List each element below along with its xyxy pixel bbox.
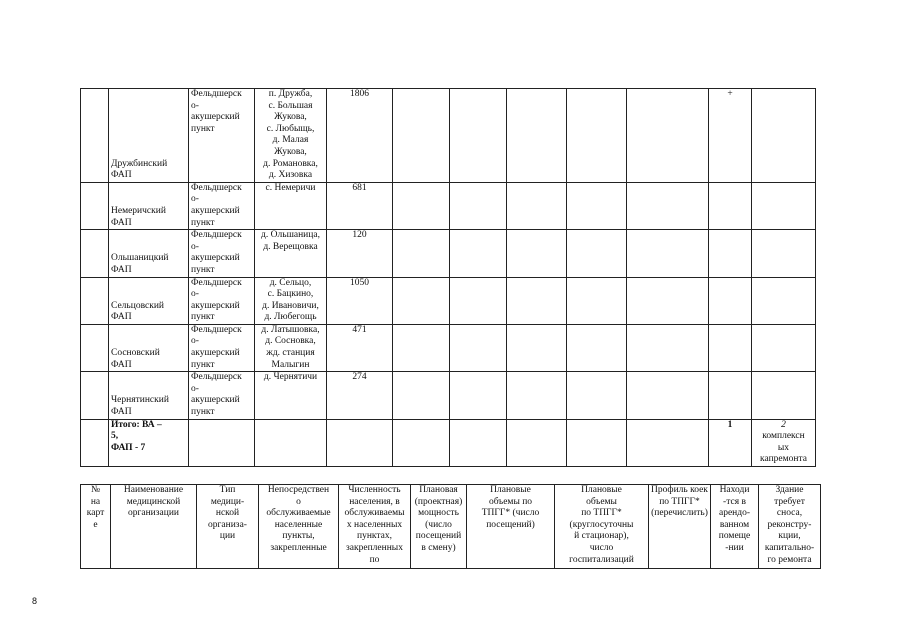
capacity-cell [393, 182, 450, 229]
header-table [80, 484, 821, 569]
planned-visits-cell [450, 230, 507, 277]
column-header-cell: Профиль коек по ТПГГ* (перечислить) [649, 485, 711, 569]
row-number-cell [81, 324, 109, 371]
facility-type-cell: Фельдшерск о- акушерский пункт [189, 277, 255, 324]
planned-visits-cell [450, 277, 507, 324]
empty-cell [393, 419, 450, 466]
capacity-cell [393, 277, 450, 324]
empty-cell [255, 419, 327, 466]
total-rented-count: 1 [709, 419, 752, 466]
building-cell [752, 230, 816, 277]
served-places-cell: д. Латышовка, д. Сосновка, жд. станция Малыгин [255, 324, 327, 371]
capacity-cell [393, 324, 450, 371]
served-places-cell: п. Дружба, с. Большая Жукова, с. Любыщь, д. Малая Жукова, д. Романовка, д. Хизовка [255, 89, 327, 183]
table-row [81, 230, 816, 277]
column-header-cell: Тип медици- нской организа- ции [197, 485, 259, 569]
bed-profile-cell [627, 324, 709, 371]
planned-hospital-cell [507, 324, 567, 371]
rented-cell [709, 372, 752, 419]
capacity-cell [393, 89, 450, 183]
table-row [81, 89, 816, 183]
empty-cell [567, 324, 627, 371]
column-header-cell: Плановые объемы по ТПГГ* (число посещений) [467, 485, 555, 569]
rented-cell [709, 182, 752, 229]
empty-cell [327, 419, 393, 466]
planned-visits-cell [450, 324, 507, 371]
row-number-cell [81, 230, 109, 277]
table-row [81, 372, 816, 419]
total-building-text: комплексн ых капремонта [760, 431, 807, 465]
empty-cell [507, 419, 567, 466]
bed-profile-cell [627, 372, 709, 419]
rented-cell [709, 277, 752, 324]
bed-profile-cell [627, 230, 709, 277]
table-row [81, 182, 816, 229]
page-number: 8 [32, 596, 38, 606]
served-places-cell: д. Сельцо, с. Бацкино, д. Ивановичи, д. Любегощь [255, 277, 327, 324]
facility-name-cell: Чернятинский ФАП [109, 372, 189, 419]
served-places-cell: д. Чернятичи [255, 372, 327, 419]
bed-profile-cell [627, 277, 709, 324]
empty-cell [567, 372, 627, 419]
column-header-cell: Плановые объемы по ТПГГ* (круглосуточны й стационар), число госпитализаций [555, 485, 649, 569]
rented-cell [709, 230, 752, 277]
building-cell [752, 324, 816, 371]
empty-cell [567, 419, 627, 466]
column-header-cell: Наименование медицинской организации [111, 485, 197, 569]
planned-hospital-cell [507, 182, 567, 229]
served-places-cell: с. Немеричи [255, 182, 327, 229]
row-number-cell [81, 89, 109, 183]
total-building-cell [752, 419, 816, 466]
rented-cell: + [709, 89, 752, 183]
planned-hospital-cell [507, 89, 567, 183]
empty-cell [450, 419, 507, 466]
empty-cell [567, 89, 627, 183]
facility-type-cell: Фельдшерск о- акушерский пункт [189, 372, 255, 419]
row-number-cell [81, 182, 109, 229]
planned-visits-cell [450, 372, 507, 419]
table-row [81, 277, 816, 324]
table-row [81, 324, 816, 371]
planned-hospital-cell [507, 372, 567, 419]
facility-name-cell: Сосновский ФАП [109, 324, 189, 371]
row-number-cell [81, 277, 109, 324]
facility-name-cell: Ольшаницкий ФАП [109, 230, 189, 277]
column-header-cell: Плановая (проектная) мощность (число посещений в смену) [411, 485, 467, 569]
empty-cell [189, 419, 255, 466]
building-cell [752, 372, 816, 419]
planned-hospital-cell [507, 230, 567, 277]
empty-cell [567, 182, 627, 229]
building-cell [752, 89, 816, 183]
building-cell [752, 277, 816, 324]
planned-hospital-cell [507, 277, 567, 324]
row-number-cell [81, 372, 109, 419]
population-cell: 1050 [327, 277, 393, 324]
building-cell [752, 182, 816, 229]
row-number-cell [81, 419, 109, 466]
facility-name-cell: Немеричский ФАП [109, 182, 189, 229]
total-building-count: 2 [781, 419, 786, 430]
rented-cell [709, 324, 752, 371]
column-header-cell: Численность населения, в обслуживаемы х населенных пунктах, закрепленных по [339, 485, 411, 569]
bed-profile-cell [627, 182, 709, 229]
empty-cell [567, 277, 627, 324]
population-cell: 471 [327, 324, 393, 371]
column-header-cell: Непосредствен о обслуживаемые населенные пункты, закрепленные [259, 485, 339, 569]
capacity-cell [393, 230, 450, 277]
facility-name-cell: Сельцовский ФАП [109, 277, 189, 324]
empty-cell [567, 230, 627, 277]
empty-cell [627, 419, 709, 466]
planned-visits-cell [450, 89, 507, 183]
facility-type-cell: Фельдшерск о- акушерский пункт [189, 324, 255, 371]
population-cell: 1806 [327, 89, 393, 183]
facility-type-cell: Фельдшерск о- акушерский пункт [189, 89, 255, 183]
column-header-row [81, 485, 821, 569]
facilities-table [80, 88, 816, 467]
total-label: Итого: ВА – 5, ФАП - 7 [109, 419, 189, 466]
bed-profile-cell [627, 89, 709, 183]
column-header-cell: Здание требует сноса, реконстру- кции, капитально- го ремонта [759, 485, 821, 569]
column-header-cell: № на карт е [81, 485, 111, 569]
facility-type-cell: Фельдшерск о- акушерский пункт [189, 230, 255, 277]
population-cell: 274 [327, 372, 393, 419]
facility-name-cell: Дружбинский ФАП [109, 89, 189, 183]
population-cell: 681 [327, 182, 393, 229]
column-header-cell: Находи -тся в арендо- ванном помеще -нии [711, 485, 759, 569]
planned-visits-cell [450, 182, 507, 229]
capacity-cell [393, 372, 450, 419]
total-row [81, 419, 816, 466]
facility-type-cell: Фельдшерск о- акушерский пункт [189, 182, 255, 229]
served-places-cell: д. Ольшаница, д. Верещовка [255, 230, 327, 277]
population-cell: 120 [327, 230, 393, 277]
